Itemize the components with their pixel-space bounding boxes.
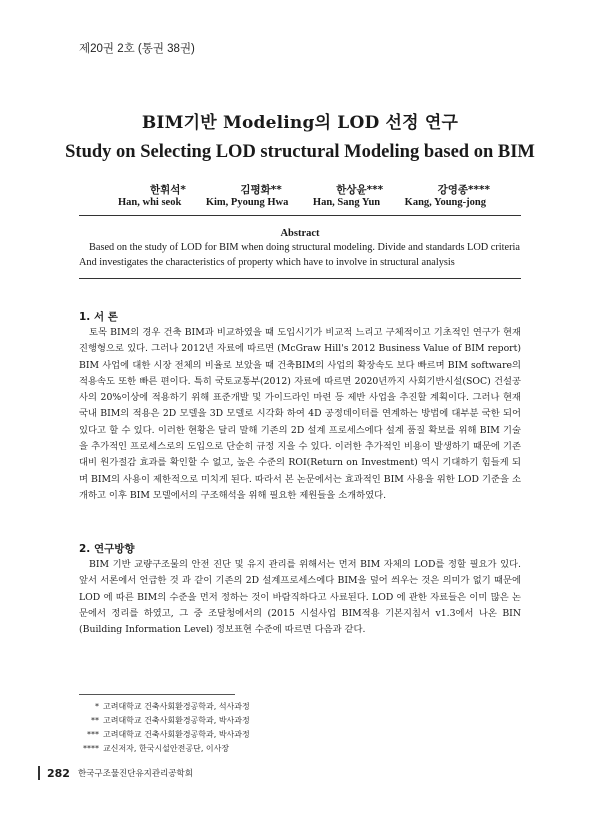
journal-name: 한국구조물진단유지관리공학회 — [77, 769, 193, 779]
author-list-korean — [150, 182, 490, 197]
section-heading-introduction: 1. 서 론 — [79, 311, 118, 323]
abstract-top-rule — [79, 215, 521, 216]
title-english: Study on Selecting LOD structural Modeling based on BIM — [65, 142, 535, 162]
section-body-research-direction: BIM 기반 교량구조물의 안전 진단 및 유지 관리를 위해서는 먼저 BIM 자체의 LOD를 정할 필요가 있다. 앞서 서론에서 언급한 것 과 같이 기존의 2D 설계프로세스에다 BIM을 덮어 씌우는 것은 의미가 없기 때문에 LOD 에 따른 BIM의 수준을 먼저 정하는 것이 바람직하다고 사료된다. LOD 에 관한 자료들은 이미 많은 논문에서 정리를 하였고, 그 중 조달청에서의 (2015 시설사업 BIM적용 기본지침서 v1.3에서 나온 BIN (Building Information Level) 정보표현 수준에 따르면 다음과 같다. — [79, 559, 521, 636]
running-header: 제20권 2호 (통권 38권) — [79, 43, 195, 55]
author-1-korean: 한휘석* — [150, 184, 186, 196]
footnote-mark: *** — [87, 730, 99, 739]
footer-bar — [38, 766, 40, 780]
footnote-text: 고려대학교 건축사회환경공학과, 박사과정 — [103, 716, 250, 725]
abstract-text — [79, 241, 521, 270]
footnote-mark: **** — [83, 744, 99, 753]
author-1-english: Han, whi seok — [118, 197, 182, 208]
footnote — [79, 700, 379, 714]
abstract-line-2: And investigates the characteristics of property which have to involve in structural analysis — [79, 256, 455, 268]
footnote-text: 고려대학교 건축사회환경공학과, 석사과정 — [103, 702, 250, 711]
section-heading-research-direction: 2. 연구방향 — [79, 543, 135, 555]
section-body-introduction: 토목 BIM의 경우 건축 BIM과 비교하였을 때 도입시기가 비교적 느리고 구체적이고 기초적인 연구가 현재 진행형으로 있다. 그러나 2012년 자료에 따르면 (McGraw Hill's 2012 Business Value of BIM report) BIM 사업에 대한 시장 전체의 비율로 보았을 때 건축BIM의 사업의 확장속도 보다 빠르며 BIM software의 적용속도 또한 빠른 편이다. 특히 국토교통부(2012) 자료에 따르면 2020년까지 사회기반시설(SOC) 건설공사의 20%이상에 적용하기 위해 표준개발 및 가이드라인 마련 등 제반 사업을 추진할 계획이다. 그러나 현재 국내 BIM의 적용은 2D 모델을 3D 모델로 시각화 하여 4D 공정데이터를 연계하는 방법에 대부분 국한 되어 있다고 할 수 있다. 이러한 현황은 달리 말해 기존의 2D 설계 프로세스에다 설계 품질 확보를 위해 BIM 기술을 추가적인 프로세스로의 도입으로 단순히 규정 지을 수 있다. 이러한 추가적인 비용이 발생하기 때문에 기존 대비 원가절감 효과를 확인할 수 없고, 높은 수준의 ROI(Return on Investment) 역시 기대하기 힘들게 되며 BIM의 사용이 제한적으로 미치게 된다. 따라서 본 논문에서는 효과적인 BIM 사용을 위한 LOD 기준을 소개하고 이후 BIM 모델에서의 구조해석을 위해 필요한 제원들을 소개하였다. — [79, 327, 521, 501]
author-2-korean: 김평화** — [240, 184, 282, 196]
author-list-english — [118, 197, 486, 208]
footnote-mark: * — [95, 702, 99, 711]
footnote-text: 교신저자, 한국시설안전공단, 이사장 — [103, 744, 230, 753]
page-footer — [38, 766, 193, 780]
footnotes — [79, 700, 379, 756]
footnote — [79, 728, 379, 742]
author-2-english: Kim, Pyoung Hwa — [205, 197, 289, 208]
title-korean: BIM기반 Modeling의 LOD 선정 연구 — [141, 113, 459, 133]
author-3-english: Han, Sang Yun — [312, 197, 381, 208]
footnote-mark: ** — [91, 716, 99, 725]
footnote-text: 고려대학교 건축사회환경공학과, 박사과정 — [103, 730, 250, 739]
footnote-rule — [79, 694, 235, 695]
author-3-korean: 한상윤*** — [336, 184, 384, 196]
author-4-korean: 강영종**** — [437, 184, 490, 196]
page-number: 282 — [47, 766, 70, 780]
author-4-english: Kang, Young-jong — [404, 197, 486, 208]
abstract-bottom-rule — [79, 278, 521, 279]
abstract-line-1: Based on the study of LOD for BIM when doing structural modeling. Divide and standards LOD criteria — [89, 242, 520, 253]
footnote — [79, 714, 379, 728]
footnote — [79, 742, 379, 756]
abstract-title: Abstract — [280, 228, 320, 239]
